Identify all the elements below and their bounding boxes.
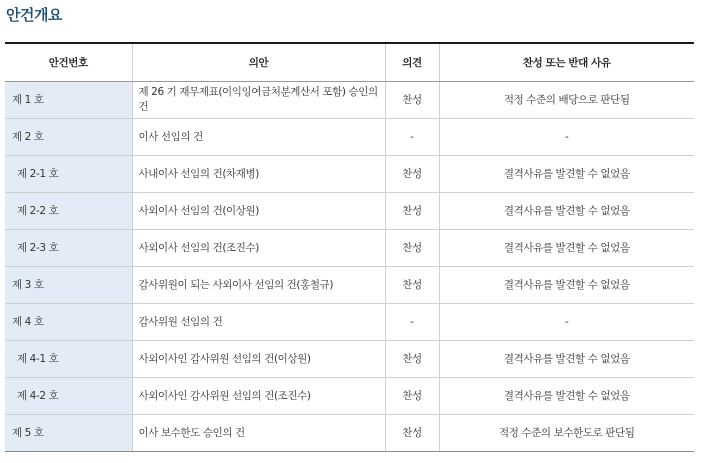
reason-cell: 적정 수준의 보수한도로 판단됨: [439, 415, 694, 452]
agenda-no-cell: 제 5 호: [5, 415, 132, 452]
reason-cell: 결격사유를 발견할 수 없었음: [439, 230, 694, 267]
table-row: [5, 82, 694, 119]
opinion-cell: -: [385, 119, 439, 156]
agenda-cell: 사외이사인 감사위원 선임의 건(이상원): [132, 341, 385, 378]
reason-cell: 결격사유를 발견할 수 없었음: [439, 193, 694, 230]
table-row: [5, 119, 694, 156]
table-row: [5, 304, 694, 341]
opinion-cell: 찬성: [385, 415, 439, 452]
agenda-no-cell: 제 2 호: [5, 119, 132, 156]
header-agenda-no: 안건번호: [5, 43, 132, 82]
agenda-no-cell: 제 4-2 호: [5, 378, 132, 415]
opinion-cell: 찬성: [385, 82, 439, 119]
opinion-cell: 찬성: [385, 378, 439, 415]
table-row: [5, 156, 694, 193]
opinion-cell: 찬성: [385, 230, 439, 267]
agenda-table: [5, 42, 694, 452]
table-row: [5, 193, 694, 230]
agenda-cell: 사내이사 선임의 건(차재병): [132, 156, 385, 193]
agenda-no-cell: 제 2-3 호: [5, 230, 132, 267]
agenda-cell: 사외이사 선임의 건(조진수): [132, 230, 385, 267]
reason-cell: 결격사유를 발견할 수 없었음: [439, 341, 694, 378]
table-row: [5, 267, 694, 304]
table-row: [5, 415, 694, 452]
agenda-no-cell: 제 3 호: [5, 267, 132, 304]
agenda-cell: 제 26 기 재무제표(이익잉여금처분계산서 포함) 승인의 건: [132, 82, 385, 119]
table-row: [5, 378, 694, 415]
table-row: [5, 230, 694, 267]
agenda-cell: 감사위원이 되는 사외이사 선임의 건(홍철규): [132, 267, 385, 304]
opinion-cell: 찬성: [385, 341, 439, 378]
agenda-cell: 이사 보수한도 승인의 건: [132, 415, 385, 452]
reason-cell: -: [439, 304, 694, 341]
reason-cell: 결격사유를 발견할 수 없었음: [439, 156, 694, 193]
agenda-no-cell: 제 1 호: [5, 82, 132, 119]
reason-cell: 적정 수준의 배당으로 판단됨: [439, 82, 694, 119]
agenda-no-cell: 제 4 호: [5, 304, 132, 341]
agenda-cell: 이사 선임의 건: [132, 119, 385, 156]
opinion-cell: 찬성: [385, 193, 439, 230]
agenda-cell: 감사위원 선임의 건: [132, 304, 385, 341]
agenda-no-cell: 제 4-1 호: [5, 341, 132, 378]
opinion-cell: -: [385, 304, 439, 341]
reason-cell: -: [439, 119, 694, 156]
agenda-cell: 사외이사 선임의 건(이상원): [132, 193, 385, 230]
reason-cell: 결격사유를 발견할 수 없었음: [439, 378, 694, 415]
reason-cell: 결격사유를 발견할 수 없었음: [439, 267, 694, 304]
opinion-cell: 찬성: [385, 156, 439, 193]
opinion-cell: 찬성: [385, 267, 439, 304]
agenda-no-cell: 제 2-1 호: [5, 156, 132, 193]
agenda-cell: 사외이사인 감사위원 선임의 건(조진수): [132, 378, 385, 415]
agenda-no-cell: 제 2-2 호: [5, 193, 132, 230]
section-title: 안건개요: [6, 6, 62, 24]
table-header-row: [5, 43, 694, 82]
header-opinion: 의견: [385, 43, 439, 82]
table-row: [5, 341, 694, 378]
header-agenda: 의안: [132, 43, 385, 82]
header-reason: 찬성 또는 반대 사유: [439, 43, 694, 82]
